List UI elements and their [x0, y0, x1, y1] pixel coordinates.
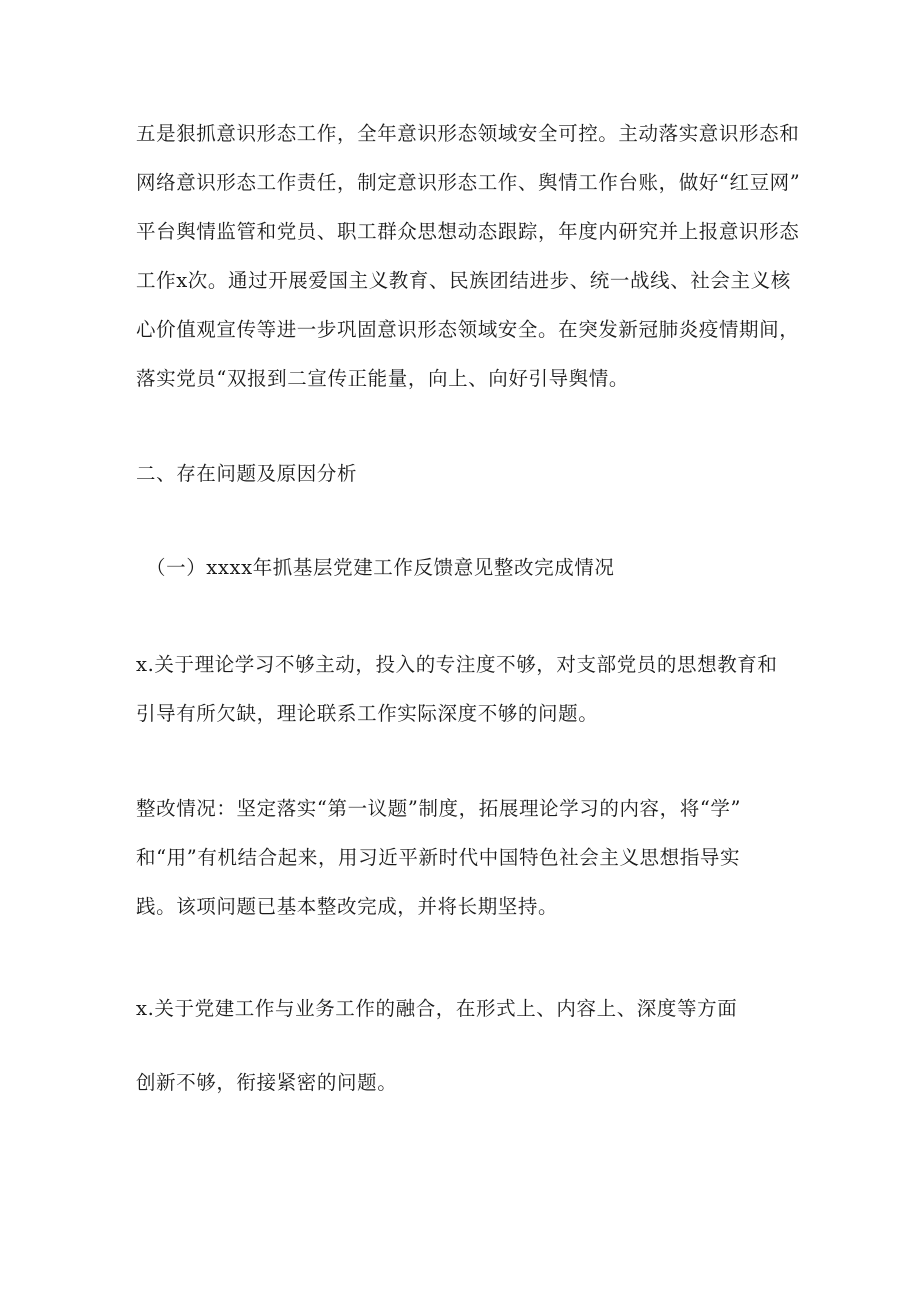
issue-line: 创新不够，衔接紧密的问题。	[136, 1071, 398, 1094]
issue-line: 引导有所欠缺，理论联系工作实际深度不够的问题。	[136, 702, 599, 725]
issue-line: x.关于理论学习不够主动，投入的专注度不够，对支部党员的思想教育和	[136, 653, 778, 676]
paragraph-line: 工作x次。通过开展爱国主义教育、民族团结进步、统一战线、社会主义核	[136, 269, 791, 292]
paragraph-line: 心价值观宣传等进一步巩固意识形态领域安全。在突发新冠肺炎疫情期间，	[136, 318, 800, 341]
rectification-line: 践。该项问题已基本整改完成，并将长期坚持。	[136, 895, 559, 918]
paragraph-line: 网络意识形态工作责任，制定意识形态工作、舆情工作台账，做好“红豆网”	[136, 171, 801, 194]
paragraph-line: 落实党员“双报到二宣传正能量，向上、向好引导舆情。	[136, 367, 629, 390]
paragraph-line: 五是狠抓意识形态工作，全年意识形态领域安全可控。主动落实意识形态和	[136, 122, 800, 145]
paragraph-line: 平台舆情监管和党员、职工群众思想动态跟踪，年度内研究并上报意识形态	[136, 220, 800, 243]
subsection-heading: （一）xxxx年抓基层党建工作反馈意见整改完成情况	[146, 556, 615, 579]
rectification-line: 和“用”有机结合起来，用习近平新时代中国特色社会主义思想指导实	[136, 846, 741, 869]
rectification-line: 整改情况：坚定落实“第一议题”制度，拓展理论学习的内容，将“学”	[136, 797, 742, 820]
section-heading: 二、存在问题及原因分析	[136, 462, 358, 485]
issue-line: x.关于党建工作与业务工作的融合，在形式上、内容上、深度等方面	[136, 997, 738, 1020]
